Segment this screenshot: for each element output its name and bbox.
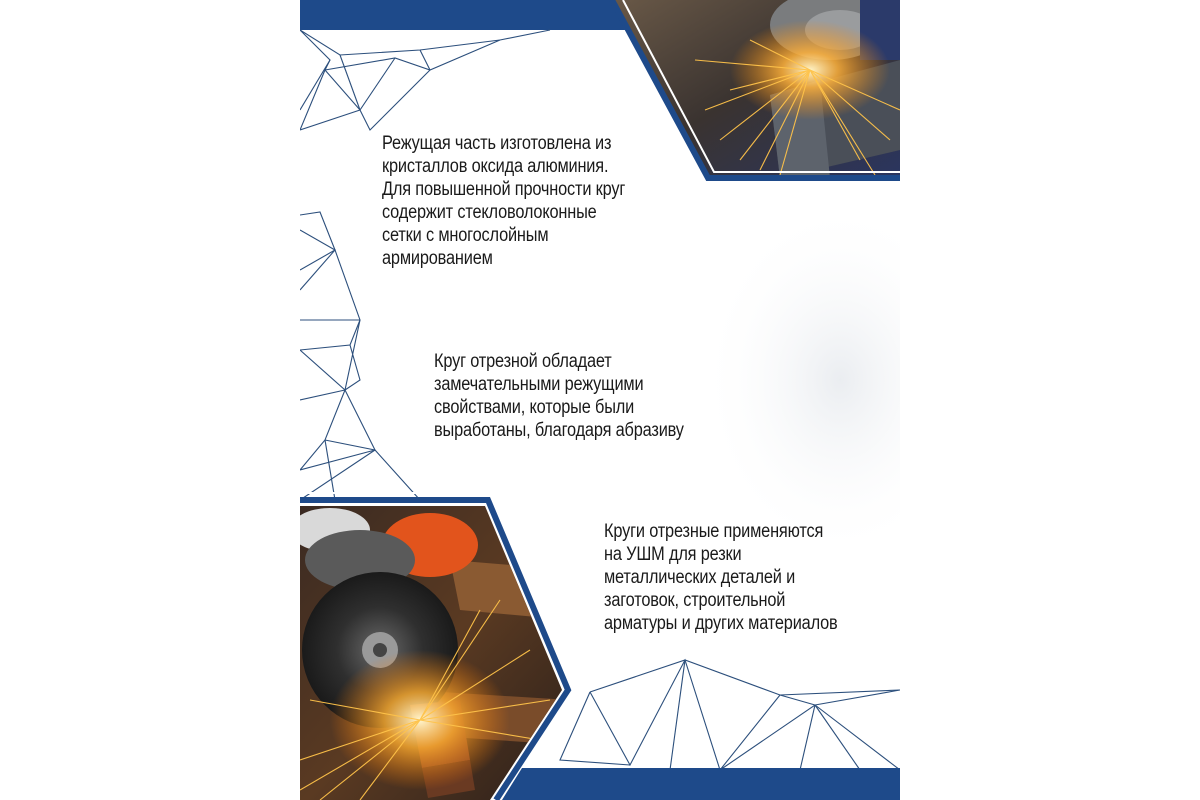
aluminum-oxide-description: Режущая часть изготовлена из кристаллов оксида алюминия. Для повышенной прочности круг содержит стекловолоконные сетки с многослойным армированием [382, 133, 626, 269]
bottom-bar [502, 768, 900, 800]
geometric-pattern-bottom [560, 660, 900, 770]
usage-description: Круги отрезные применяются на УШМ для резки металлических деталей и заготовок, строительной арматуры и других материалов [604, 521, 838, 634]
cutting-properties-description: Круг отрезной обладает замечательными режущими свойствами, которые были выработаны, благодаря абразиву [434, 351, 684, 441]
top-bar [300, 0, 625, 30]
product-info-card [300, 0, 900, 800]
bottom-photo [300, 506, 570, 800]
geometric-pattern-top [300, 30, 550, 130]
